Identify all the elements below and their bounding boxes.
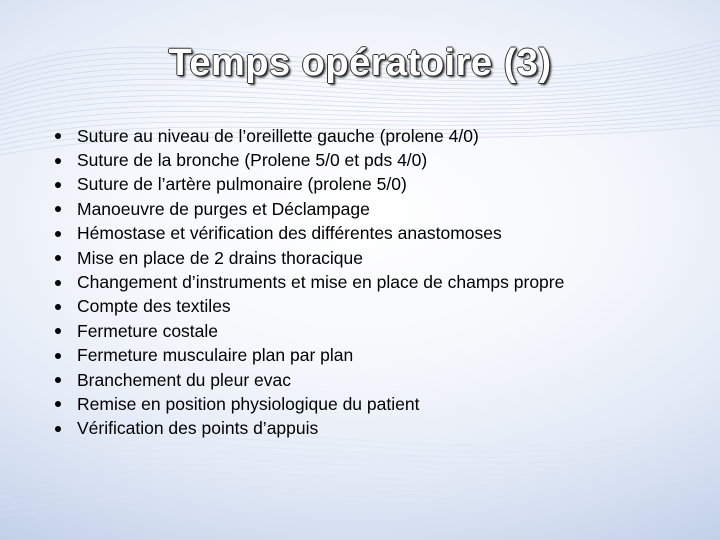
bullet-dot-icon (55, 206, 61, 212)
bullet-dot-icon (55, 426, 61, 432)
list-item-text: Suture de l’artère pulmonaire (prolene 5/0) (77, 174, 407, 195)
list-item-text: Fermeture musculaire plan par plan (77, 345, 354, 366)
list-item (52, 417, 702, 441)
bullet-dot-icon (55, 182, 61, 188)
list-item (52, 270, 702, 294)
list-item-text: Branchement du pleur evac (77, 369, 292, 390)
bullet-dot-icon (55, 280, 61, 286)
list-item (52, 295, 702, 319)
slide-title: Temps opératoire (3) (168, 42, 552, 84)
list-item-text: Mise en place de 2 drains thoracique (77, 247, 364, 268)
list-item-text: Vérification des points d’appuis (77, 418, 319, 439)
bullet-dot-icon (55, 304, 61, 310)
bullet-dot-icon (55, 377, 61, 383)
list-item (52, 197, 702, 221)
list-item-text: Manoeuvre de purges et Déclampage (77, 198, 370, 219)
bullet-dot-icon (55, 401, 61, 407)
list-item (52, 344, 702, 368)
bullet-dot-icon (55, 231, 61, 237)
list-item-text: Suture au niveau de l’oreillette gauche (prolene 4/0) (77, 125, 479, 146)
list-item-text: Hémostase et vérification des différentes anastomoses (77, 223, 502, 244)
list-item (52, 173, 702, 197)
list-item-text: Suture de la bronche (Prolene 5/0 et pds 4/0) (77, 150, 428, 171)
bullet-dot-icon (55, 353, 61, 359)
list-item-text: Changement d’instruments et mise en place de champs propre (77, 272, 565, 293)
list-item (52, 368, 702, 392)
list-item (52, 319, 702, 343)
list-item (52, 222, 702, 246)
list-item-text: Fermeture costale (77, 320, 219, 341)
list-item (52, 124, 702, 148)
bullet-list (52, 124, 702, 441)
bullet-dot-icon (55, 158, 61, 164)
list-item (52, 148, 702, 172)
list-item-text: Compte des textiles (77, 296, 231, 317)
list-item (52, 246, 702, 270)
list-item-text: Remise en position physiologique du patient (77, 393, 420, 414)
list-item (52, 392, 702, 416)
bullet-dot-icon (55, 133, 61, 139)
bullet-dot-icon (55, 255, 61, 261)
bullet-dot-icon (55, 328, 61, 334)
